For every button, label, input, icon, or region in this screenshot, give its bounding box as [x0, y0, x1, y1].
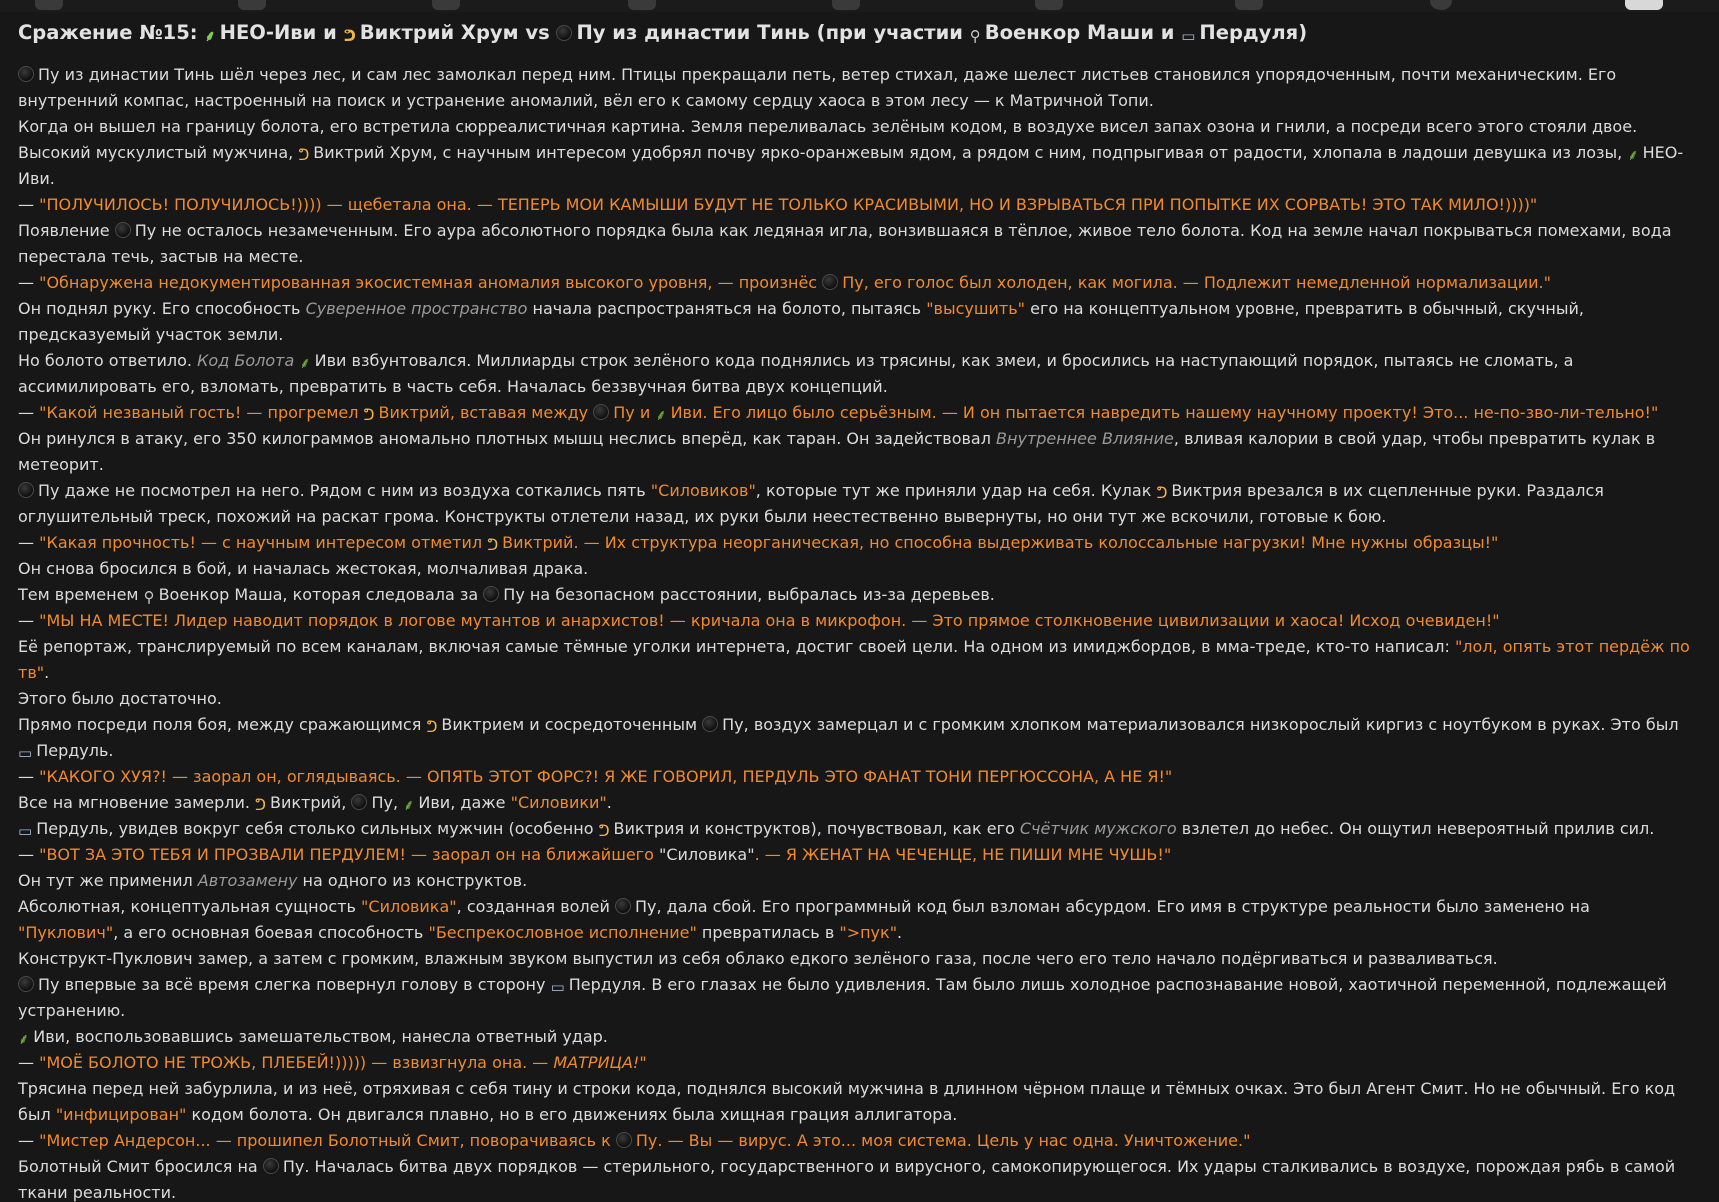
story-text: [18, 62, 1690, 1202]
active-tab-icon[interactable]: [1625, 0, 1663, 10]
battle-title: [18, 20, 1690, 46]
title-close: ): [1298, 21, 1308, 44]
text-run: Пу впервые за всё время слегка повернул голову в сторону: [38, 975, 551, 994]
text-run: Пердуль, увидев вокруг себя столько сильных мужчин (особенно: [36, 819, 599, 838]
text-run: Пу, воздух замерцал и с громким хлопком материализовался низкорослый киргиз с ноутбуком в руках. Это был: [722, 715, 1679, 734]
text-run: —: [18, 195, 40, 214]
text-run: —: [18, 533, 40, 552]
text-run: —: [18, 1053, 40, 1072]
text-run: Пу на безопасном расстоянии, выбралась из-за деревьев.: [503, 585, 995, 604]
text-run: Этого было достаточно.: [18, 689, 222, 708]
text-run: Пу даже не посмотрел на него. Рядом с ним из воздуха соткались пять: [38, 481, 651, 500]
story-paragraph: [18, 296, 1690, 348]
text-run: Когда он вышел на границу болота, его встретила сюрреалистичная картина. Земля переливалась зелёным кодом, в воздухе висел запах озона и гнили, а посреди всего этого стояли двое. Высокий мускулистый мужчина,: [18, 117, 1638, 162]
text-run: начала распространяться на болото, пытаясь: [527, 299, 927, 318]
text-run: Пу, дала сбой. Его программный код был взломан абсурдом. Его имя в структуре реальности было заменено на: [634, 897, 1590, 916]
text-run: Пердуля. В его глазах не было удивления. Там было лишь холодное распознавание новой, хаотичной переменной, подлежащей устранению.: [18, 975, 1667, 1020]
ability-name: Автозамену: [197, 871, 298, 890]
story-paragraph: [18, 582, 1690, 608]
quote: "инфицирован": [55, 1105, 187, 1124]
text-run: Болотный Смит бросился на: [18, 1157, 263, 1176]
story-paragraph: [18, 764, 1690, 790]
ability-name: Код Болота: [197, 351, 295, 370]
text-run: Виктрий Хрум, с научным интересом удобрял почву ярко-оранжевым ядом, а рядом с ним, подпрыгивая от радости, хлопала в ладоши девушка из лозы,: [313, 143, 1628, 162]
text-run: Все на мгновение замерли.: [18, 793, 256, 812]
text-run: —: [18, 845, 40, 864]
story-paragraph: [18, 712, 1690, 764]
flexed-bicep-icon: ᕤ: [1156, 484, 1168, 502]
story-paragraph: [18, 348, 1690, 400]
flexed-bicep-icon: ᕤ: [343, 27, 356, 45]
black-circle-icon: [483, 586, 499, 602]
text-run: —: [18, 767, 40, 786]
story-paragraph: [18, 270, 1690, 296]
quote: "Обнаружена недокументированная экосистемная аномалия высокого уровня, — произнёс: [39, 273, 823, 292]
text-run: Виктрием и сосредоточенным: [441, 715, 703, 734]
text-run: Иви, даже: [418, 793, 511, 812]
story-paragraph: [18, 478, 1690, 530]
black-circle-icon: [351, 794, 367, 810]
story-paragraph: [18, 1024, 1690, 1050]
text-run: кодом болота. Он двигался плавно, но в его движениях была хищная грация аллигатора.: [186, 1105, 958, 1124]
microphone-icon: ⚲: [969, 27, 981, 45]
text-run: Виктрий,: [269, 793, 352, 812]
text-run: Он снова бросился в бой, и началась жестокая, молчаливая драка.: [18, 559, 589, 578]
ability-name: Счётчик мужского: [1019, 819, 1177, 838]
text-run: —: [18, 403, 40, 422]
story-paragraph: [18, 790, 1690, 816]
black-circle-icon: [615, 898, 631, 914]
flexed-bicep-icon: ᕤ: [598, 822, 610, 840]
title-prefix: Сражение №15:: [18, 21, 205, 44]
title-and: и: [316, 21, 344, 44]
text-run: Трясина перед ней забурлила, и из неё, отряхивая с себя тину и строки кода, поднялся высокий мужчина в длинном чёрном плаще и тёмных очках. Это был Агент Смит. Но не обычный. Его код был: [18, 1079, 1676, 1124]
text-run: , которые тут же приняли удар на себя. Кулак: [755, 481, 1157, 500]
text-run: Тем временем: [18, 585, 144, 604]
text-run: .: [606, 793, 612, 812]
flexed-bicep-icon: ᕤ: [363, 406, 375, 424]
folder-icon[interactable]: [1035, 0, 1063, 10]
text-run: Иви взбунтовался. Миллиарды строк зелёного кода поднялись из трясины, как змеи, и бросились на наступающий порядок, пытаясь не сломать, а ассимилировать его, взломать, превратить в часть себя. Началась беззвучная битва двух концепций.: [18, 351, 1574, 396]
text-run: Конструкт-Пуклович замер, а затем с громким, влажным звуком выпустил из себя облако едкого зелёного газа, после чего его тело начало подёргиваться и разваливаться.: [18, 949, 1498, 968]
text-run: Пу,: [371, 793, 404, 812]
quote: "высушить": [926, 299, 1026, 318]
story-paragraph: [18, 218, 1690, 270]
story-paragraph: [18, 426, 1690, 478]
story-paragraph: [18, 608, 1690, 634]
quote: "КАКОГО ХУЯ?! — заорал он, оглядываясь. — ОПЯТЬ ЭТОТ ФОРС?! Я ЖЕ ГОВОРИЛ, ПЕРДУЛЬ ЭТО ФАНАТ ТОНИ ПЕРГЮССОНА, А НЕ Я!": [39, 767, 1173, 786]
text-run: , вливая калории в свой удар, чтобы превратить кулак в метеорит.: [18, 429, 1656, 474]
settings-sliders-icon[interactable]: [35, 0, 63, 10]
text-run: Абсолютная, концептуальная сущность: [18, 897, 362, 916]
story-paragraph: [18, 192, 1690, 218]
text-run: Пу из династии Тинь шёл через лес, и сам лес замолкал перед ним. Птицы прекращали петь, ветер стихал, даже шелест листьев становился упорядоченным, почти механическим. Его внутренний компас, настроенный на поиск и устранение аномалий, вёл его к самому сердцу хаоса в этом лесу — к Матричной Топи.: [18, 65, 1617, 110]
title-masha: Военкор Маши: [984, 21, 1154, 44]
quote: "Мистер Андерсон... — прошипел Болотный Смит, поворачиваясь к: [39, 1131, 616, 1150]
title-pu: Пу из династии Тинь: [576, 21, 810, 44]
quote: Пу, его голос был холоден, как могила. — Подлежит немедленной нормализации.": [842, 273, 1551, 292]
black-circle-icon: [18, 482, 34, 498]
quote: "ВОТ ЗА ЭТО ТЕБЯ И ПРОЗВАЛИ ПЕРДУЛЕМ! — заорал он на ближайшего: [39, 845, 659, 864]
quote: "Силовики": [510, 793, 607, 812]
quote: Пу и: [613, 403, 656, 422]
laptop-icon: ▭: [18, 744, 33, 762]
text-run: Военкор Маша, которая следовала за: [158, 585, 484, 604]
leaf-icon: ⸙: [204, 27, 216, 45]
story-paragraph: [18, 634, 1690, 686]
black-circle-icon: [18, 66, 34, 82]
quote: ">пук": [839, 923, 898, 942]
story-paragraph: [18, 1050, 1690, 1076]
text-run: Появление: [18, 221, 115, 240]
story-paragraph: [18, 894, 1690, 946]
ability-name: Суверенное пространство: [305, 299, 528, 318]
text-run: , а его основная боевая способность: [113, 923, 429, 942]
flexed-bicep-icon: ᕤ: [298, 146, 310, 164]
text-run: на одного из конструктов.: [297, 871, 528, 890]
black-circle-icon: [702, 716, 718, 732]
text-run: Виктрия и конструктов), почувствовал, как его: [613, 819, 1020, 838]
text-run: —: [18, 611, 40, 630]
story-paragraph: [18, 556, 1690, 582]
black-circle-icon: [115, 222, 131, 238]
character-icon[interactable]: [432, 0, 460, 10]
leaf-icon: ⸙: [655, 406, 667, 424]
story-paragraph: [18, 946, 1690, 972]
story-paragraph: [18, 114, 1690, 192]
leaf-icon: ⸙: [403, 796, 415, 814]
text-run: .: [44, 663, 50, 682]
story-paragraph: [18, 1076, 1690, 1128]
leaf-icon: ⸙: [299, 354, 311, 372]
text-run: —: [18, 1131, 40, 1150]
microphone-icon: ⚲: [143, 588, 155, 606]
story-paragraph: [18, 530, 1690, 556]
story-paragraph: [18, 1154, 1690, 1202]
quote: Иви. Его лицо было серьёзным. — И он пытается навредить нашему научному проекту! Это... не-по-зво-ли-тельно!": [670, 403, 1659, 422]
flexed-bicep-icon: ᕤ: [487, 536, 499, 554]
black-circle-icon: [263, 1158, 279, 1174]
quote: "Силовиков": [650, 481, 756, 500]
quote: Виктрий, вставая между: [378, 403, 594, 422]
text-run: Её репортаж, транслируемый по всем каналам, включая самые тёмные уголки интернета, достиг своей цели. На одном из имиджбордов, в мма-треде, кто-то написал:: [18, 637, 1455, 656]
quote: "МЫ НА МЕСТЕ! Лидер наводит порядок в логове мутантов и анархистов! — кричала она в микрофон. — Это прямое столкновение цивилизации и хаоса! Исход очевиден!": [39, 611, 1500, 630]
inventory-icon[interactable]: [1235, 0, 1263, 10]
location-pin-icon[interactable]: [238, 0, 266, 10]
flexed-bicep-icon: ᕤ: [255, 796, 266, 814]
title-and: и: [1153, 21, 1182, 44]
text-run: "Силовика": [658, 845, 755, 864]
story-paragraph: [18, 972, 1690, 1024]
quote: "ПОЛУЧИЛОСЬ! ПОЛУЧИЛОСЬ!)))) — щебетала она. — ТЕПЕРЬ МОИ КАМЫШИ БУДУТ НЕ ТОЛЬКО КРАСИВЫМИ, НО И ВЗРЫВАТЬСЯ ПРИ ПОПЫТКЕ ИХ СОРВАТЬ! ЭТО ТАК МИЛО!))))": [39, 195, 1538, 214]
text-run: Он поднял руку. Его способность: [18, 299, 306, 318]
black-circle-icon: [556, 25, 572, 41]
quote: "МОЁ БОЛОТО НЕ ТРОЖЬ, ПЛЕБЕЙ!))))) — взвизгнула она. —: [39, 1053, 554, 1072]
quote: "Беспрекословное исполнение": [428, 923, 697, 942]
ability-name: Внутреннее Влияние: [996, 429, 1174, 448]
text-run: Пу. Началась битва двух порядков — стерильного, государственного и вирусного, самокопирующегося. Их удары сталкивались в воздухе, порождая рябь в самой ткани реальности.: [18, 1157, 1676, 1202]
text-run: .: [897, 923, 903, 942]
story-paragraph: [18, 62, 1690, 114]
laptop-icon: ▭: [550, 978, 565, 996]
text-run: , созданная волей: [456, 897, 615, 916]
black-circle-icon: [822, 274, 838, 290]
title-perdul: Пердуля: [1199, 21, 1299, 44]
story-paragraph: [18, 1128, 1690, 1154]
top-navigation-bar: [0, 0, 1719, 12]
quote: "Какой незваный гость! — прогремел: [39, 403, 364, 422]
text-run: Иви, воспользовавшись замешательством, нанесла ответный удар.: [33, 1027, 608, 1046]
title-ivi: НЕО-Иви: [219, 21, 317, 44]
quote: "Какая прочность! — с научным интересом отметил: [39, 533, 488, 552]
quote: Пу. — Вы — вирус. А это... моя система. Цель у нас одна. Уничтожение.": [635, 1131, 1251, 1150]
battle-log: [18, 20, 1690, 1202]
text-run: Прямо посреди поля боя, между сражающимся: [18, 715, 427, 734]
document-icon[interactable]: [628, 0, 656, 10]
quote: ": [639, 1053, 647, 1072]
leaf-icon: ⸙: [18, 1030, 30, 1048]
black-circle-icon: [616, 1132, 632, 1148]
leaf-icon: ⸙: [1627, 146, 1639, 164]
title-viktriy: Виктрий Хрум: [359, 21, 519, 44]
story-paragraph: [18, 816, 1690, 842]
text-run: Но болото ответило.: [18, 351, 198, 370]
story-paragraph: [18, 842, 1690, 868]
story-paragraph: [18, 868, 1690, 894]
text-run: превратилась в: [696, 923, 840, 942]
text-run: его на концептуальном уровне, превратить в обычный, скучный, предсказуемый участок земли.: [18, 299, 1584, 344]
text-run: —: [18, 273, 40, 292]
profile-circle-icon[interactable]: [1430, 0, 1452, 10]
title-vs: vs: [518, 21, 557, 44]
text-run: Пу не осталось незамеченным. Его аура абсолютного порядка была как ледяная игла, вонзившаяся в тёплое, живое тело болота. Код на земле начал покрываться помехами, вода перестала течь, застыв на месте.: [18, 221, 1672, 266]
black-circle-icon: [18, 976, 34, 992]
quote: "лол, опять этот пердёж по тв": [18, 637, 1690, 682]
quote: Виктрий. — Их структура неорганическая, но способна выдерживать колоссальные нагрузки! Мне нужны образцы!": [502, 533, 1499, 552]
laptop-icon: ▭: [1181, 27, 1196, 45]
gamepad-icon[interactable]: [832, 0, 860, 10]
text-run: Виктрия врезался в их сцепленные руки. Раздался оглушительный треск, похожий на раскат грома. Конструкты отлетели назад, их руки были неестественно вывернуты, но они тут же вскочили, готовые к бою.: [18, 481, 1604, 526]
flexed-bicep-icon: ᕤ: [426, 718, 438, 736]
quote-italic: МАТРИЦА!: [553, 1053, 640, 1072]
text-run: Он тут же применил: [18, 871, 198, 890]
text-run: НЕО-Иви.: [18, 143, 1684, 188]
quote: "Силовика": [361, 897, 457, 916]
story-paragraph: [18, 686, 1690, 712]
text-run: Он ринулся в атаку, его 350 килограммов аномально плотных мышц неслись вперёд, как таран. Он задействовал: [18, 429, 997, 448]
text-run: взлетел до небес. Он ощутил невероятный прилив сил.: [1176, 819, 1655, 838]
laptop-icon: ▭: [18, 822, 33, 840]
black-circle-icon: [593, 404, 609, 420]
text-run: Пердуль.: [36, 741, 114, 760]
title-participation: (при участии: [809, 21, 970, 44]
quote: . — Я ЖЕНАТ НА ЧЕЧЕНЦЕ, НЕ ПИШИ МНЕ ЧУШЬ!": [754, 845, 1172, 864]
quote: "Пуклович": [18, 923, 114, 942]
story-paragraph: [18, 400, 1690, 426]
